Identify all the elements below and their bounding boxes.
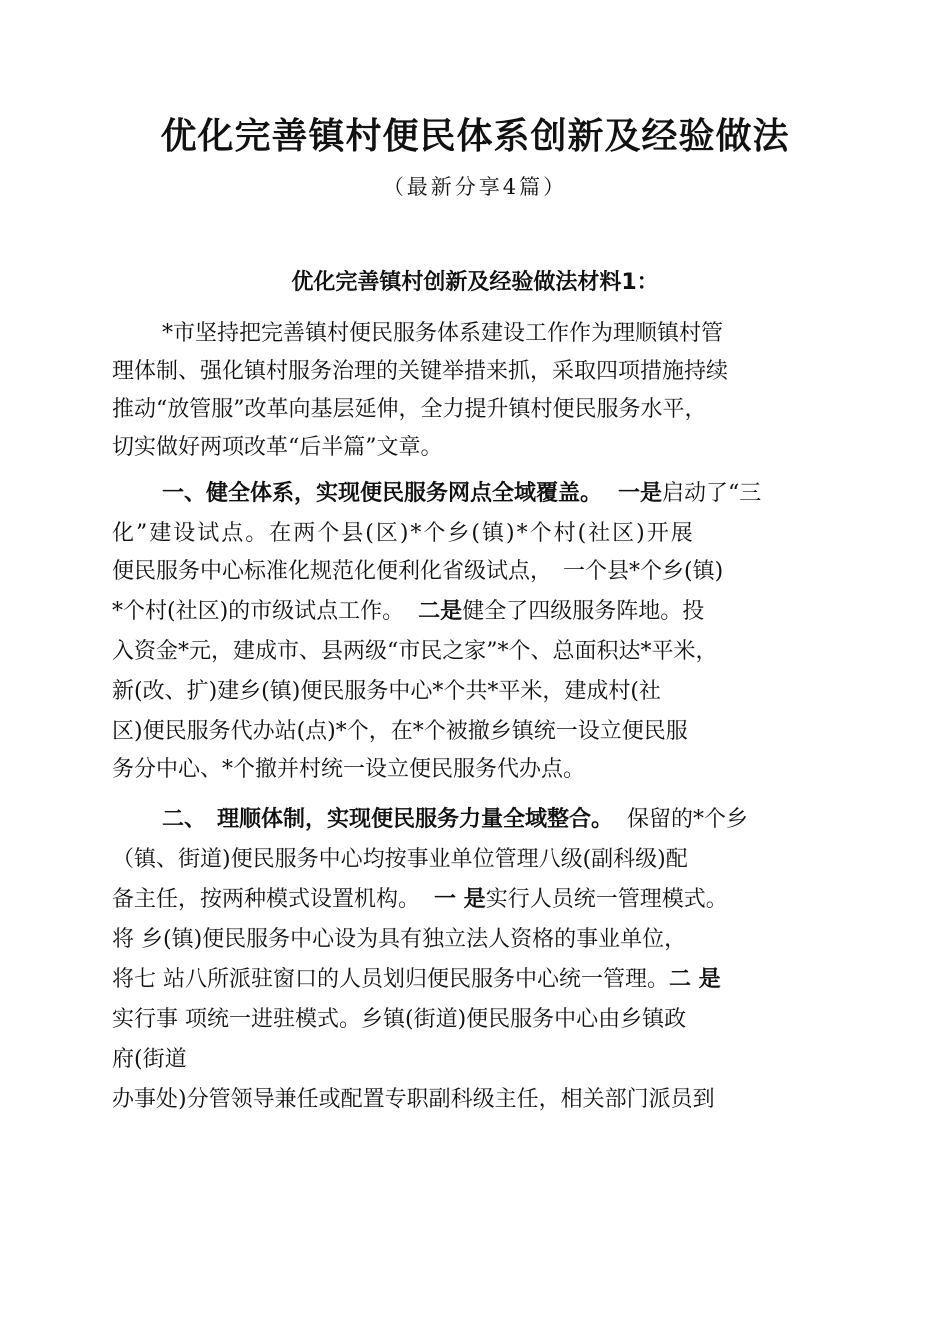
paragraph-3-line: 将 乡(镇)便民服务中心设为具有独立法人资格的事业单位， [112,927,687,952]
paragraph-1-line: 推动“放管服”改革向基层延伸，全力提升镇村便民服务水平， [112,397,707,422]
paragraph-2-line: 务分中心、*个撤并村统一设立便民服务代办点。 [112,757,586,782]
paragraph-3-text: 实行人员统一管理模式。 [485,887,728,912]
paragraph-3-heading: 二、 理顺体制，实现便民服务力量全域整合。 [162,807,614,832]
paragraph-2-line: 新(改、扩)建乡(镇)便民服务中心*个共*平米，建成村(社 [112,679,661,704]
paragraph-3-line: 实行事 项统一进驻模式。乡镇(街道)便民服务中心由乡镇政 [112,1007,687,1032]
section-heading: 优化完善镇村创新及经验做法材料1： [291,270,659,295]
paragraph-3-line [112,880,822,920]
paragraph-2-text: 启动了“三 [662,481,762,506]
paragraph-2-text: 健全了四级服务阵地。投 [462,599,705,624]
paragraph-3-text: 备主任，按两种模式设置机构。 [112,887,421,912]
paragraph-3-line: （镇、街道)便民服务中心均按事业单位管理八级(副科级)配 [112,847,688,872]
paragraph-3-text: 保留的*个乡 [627,807,749,832]
point-marker-first: 一是 [618,481,663,506]
paragraph-3-line: 府(街道 [112,1047,187,1072]
paragraph-2-text: *个村(社区)的市级试点工作。 [112,599,405,624]
paragraph-2-line [112,592,822,632]
paragraph-2-line: 化”建设试点。在两个县(区)*个乡(镇)*个村(社区)开展 [112,521,695,546]
paragraph-3-text: 将七 站八所派驻窗口的人员划归便民服务中心统一管理。 [112,967,669,992]
point-marker-second: 二 是 [669,967,721,992]
paragraph-2-line: 便民服务中心标准化规范化便利化省级试点， 一个县*个乡(镇) [112,559,724,584]
paragraph-3-line [112,960,822,1000]
paragraph-2-line: 入资金*元，建成市、县两级“市民之家”*个、总面积达*平米， [112,639,718,664]
paragraph-1-line: *市坚持把完善镇村便民服务体系建设工作作为理顺镇村管 [162,321,724,346]
paragraph-3-line: 办事处)分管领导兼任或配置专职副科级主任，相关部门派员到 [112,1087,715,1112]
paragraph-2-line: 区)便民服务代办站(点)*个，在*个被撤乡镇统一设立便民服 [112,719,688,744]
paragraph-2-heading: 一、健全体系，实现便民服务网点全域覆盖。 [162,481,603,506]
paragraph-1-line: 理体制、强化镇村服务治理的关键举措来抓，采取四项措施持续 [112,359,729,384]
point-marker-second: 二是 [418,599,463,624]
document-title: 优化完善镇村便民体系创新及经验做法 [160,116,790,157]
paragraph-2-line [112,474,822,514]
paragraph-1-line: 切实做好两项改革“后半篇”文章。 [112,435,443,460]
document-subtitle: （最新分享4篇） [382,175,568,199]
point-marker-first: 一 是 [434,887,486,912]
paragraph-3-line [112,800,822,840]
